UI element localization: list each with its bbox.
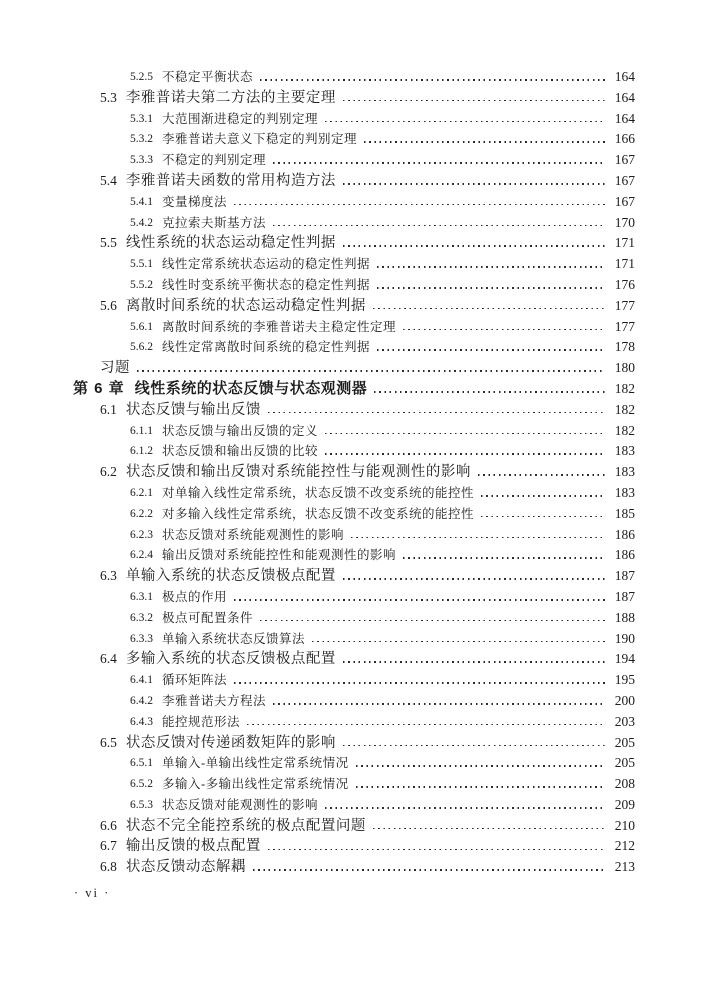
toc-entry-number: 6.4 — [100, 651, 117, 667]
toc-entry — [73, 67, 635, 88]
toc-entry-page: 176 — [614, 276, 635, 292]
dot-leader — [268, 836, 605, 857]
dot-leader — [377, 275, 605, 296]
toc-entry-number: 6.4.1 — [130, 674, 153, 687]
toc-entry-page: 213 — [614, 859, 635, 875]
toc-entry-page: 210 — [614, 817, 635, 833]
dot-leader — [374, 379, 605, 400]
toc-entry-title: 李雅普诺夫方程法 — [162, 693, 267, 708]
toc-entry-number: 5.3.1 — [130, 112, 153, 125]
dot-leader — [325, 441, 605, 462]
dot-leader — [351, 525, 605, 546]
toc-entry-page: 186 — [614, 547, 635, 563]
toc-entry — [73, 587, 635, 608]
toc-entry-number: 5.4 — [100, 172, 117, 188]
toc-entry-number: 6.3.2 — [130, 611, 153, 624]
dot-leader — [253, 857, 605, 878]
dot-leader — [373, 816, 605, 837]
toc-entry — [73, 233, 635, 254]
toc-entry — [73, 525, 635, 546]
dot-leader — [273, 150, 605, 171]
toc-list — [73, 67, 635, 878]
toc-entry-number: 5.6 — [100, 297, 117, 313]
toc-entry-page: 166 — [614, 131, 635, 147]
toc-entry-page: 200 — [614, 692, 635, 708]
dot-leader — [325, 421, 605, 442]
toc-entry — [73, 545, 635, 566]
toc-entry-page: 186 — [614, 526, 635, 542]
toc-entry — [73, 109, 635, 130]
dot-leader — [373, 296, 605, 317]
toc-entry-page: 190 — [614, 630, 635, 646]
toc-entry-number: 6.3.1 — [130, 590, 153, 603]
toc-entry — [73, 150, 635, 171]
toc-entry-number: 6.2.1 — [130, 486, 153, 499]
toc-entry-page: 167 — [614, 193, 635, 209]
toc-entry-number: 6.2.3 — [130, 528, 153, 541]
toc-entry-title: 能控规范形法 — [162, 714, 241, 729]
toc-entry-title: 多输入系统的状态反馈极点配置 — [125, 651, 336, 668]
toc-entry-page: 205 — [614, 734, 635, 750]
toc-entry — [73, 129, 635, 150]
toc-entry-page: 208 — [614, 776, 635, 792]
toc-entry-page: 188 — [614, 609, 635, 625]
toc-entry-title: 状态反馈和输出反馈的比较 — [162, 444, 319, 459]
toc-entry-number: 5.4.2 — [130, 216, 153, 229]
toc-entry — [73, 712, 635, 733]
toc-entry-page: 171 — [614, 235, 635, 251]
dot-leader — [312, 629, 605, 650]
dot-leader — [377, 254, 605, 275]
toc-entry-title: 输出反馈对系统能控性和能观测性的影响 — [162, 548, 397, 563]
dot-leader — [343, 733, 605, 754]
toc-entry — [73, 795, 635, 816]
toc-entry-title: 单输入系统状态反馈算法 — [162, 631, 306, 646]
toc-entry — [73, 254, 635, 275]
toc-entry — [73, 857, 635, 878]
toc-entry — [73, 753, 635, 774]
toc-entry-title: 线性系统的状态反馈与状态观测器 — [134, 379, 368, 397]
toc-entry-title: 极点的作用 — [162, 589, 228, 604]
toc-entry-title: 不稳定的判别定理 — [162, 153, 267, 168]
toc-entry-page: 194 — [614, 651, 635, 667]
dot-leader — [260, 608, 605, 629]
toc-entry-number: 6.1.2 — [130, 445, 153, 458]
toc-entry-number: 5.5 — [100, 235, 117, 251]
toc-entry-page: 171 — [614, 256, 635, 272]
toc-entry-title: 大范围渐进稳定的判别定理 — [162, 111, 319, 126]
toc-entry-title: 极点可配置条件 — [162, 610, 254, 625]
dot-leader — [403, 317, 605, 338]
toc-entry — [73, 400, 635, 421]
toc-entry-page: 209 — [614, 796, 635, 812]
toc-entry-number: 6.6 — [100, 817, 117, 833]
dot-leader — [247, 712, 605, 733]
dot-leader — [268, 400, 605, 421]
toc-entry-page: 205 — [614, 755, 635, 771]
toc-entry — [73, 462, 635, 483]
dot-leader — [343, 171, 605, 192]
toc-entry-title: 线性定常系统状态运动的稳定性判据 — [162, 257, 371, 272]
toc-entry-title: 状态反馈对能观测性的影响 — [162, 797, 319, 812]
toc-entry-page: 183 — [614, 443, 635, 459]
toc-entry — [73, 421, 635, 442]
toc-entry — [73, 774, 635, 795]
toc-entry — [73, 483, 635, 504]
toc-entry-number: 6.4.3 — [130, 715, 153, 728]
toc-entry-title: 对多输入线性定常系统，状态反馈不改变系统的能控性 — [162, 506, 475, 521]
toc-entry — [73, 171, 635, 192]
toc-entry-title: 多输入-多输出线性定常系统情况 — [162, 777, 349, 792]
toc-entry-title: 状态反馈动态解耦 — [125, 859, 246, 876]
page-footer: · vi · — [74, 886, 111, 900]
toc-entry-title: 不稳定平衡状态 — [162, 70, 254, 84]
toc-entry-title: 离散时间系统的状态运动稳定性判据 — [125, 297, 366, 314]
toc-entry-number: 5.3 — [100, 89, 117, 105]
toc-entry-number: 5.6.2 — [130, 341, 153, 354]
toc-entry-title: 变量梯度法 — [162, 194, 228, 209]
toc-entry — [73, 691, 635, 712]
toc-entry-number: 6.5 — [100, 734, 117, 750]
toc-entry-number: 5.5.2 — [130, 278, 153, 291]
toc-entry-number: 5.2.5 — [130, 71, 153, 83]
toc-entry-number: 5.4.1 — [130, 195, 153, 208]
toc-entry-number: 6.5.1 — [130, 757, 153, 770]
dot-leader — [364, 129, 605, 150]
toc-entry — [73, 441, 635, 462]
dot-leader — [377, 337, 605, 358]
toc-entry-number: 6.8 — [100, 859, 117, 875]
toc-entry-number: 6.2 — [100, 464, 117, 480]
toc-entry-page: 195 — [614, 672, 635, 688]
toc-entry-title: 输出反馈的极点配置 — [125, 838, 261, 855]
toc-entry-title: 单输入系统的状态反馈极点配置 — [125, 568, 336, 585]
toc-entry — [73, 358, 635, 379]
dot-leader — [273, 691, 605, 712]
toc-entry-number: 6.7 — [100, 838, 117, 854]
toc-entry-number: 第 6 章 — [73, 379, 125, 397]
toc-entry-title: 线性系统的状态运动稳定性判据 — [125, 235, 336, 252]
dot-leader — [343, 649, 605, 670]
toc-entry-title: 状态反馈与输出反馈 — [125, 401, 261, 418]
dot-leader — [481, 483, 605, 504]
toc-entry-title: 李雅普诺夫意义下稳定的判别定理 — [162, 132, 358, 147]
toc-entry — [73, 275, 635, 296]
toc-entry-page: 170 — [614, 214, 635, 230]
toc-entry — [73, 733, 635, 754]
toc-entry-number: 6.4.2 — [130, 694, 153, 707]
toc-entry-page: 177 — [614, 297, 635, 313]
toc-entry-title: 状态反馈对传递函数矩阵的影响 — [125, 734, 336, 751]
toc-entry-number: 6.3 — [100, 568, 117, 584]
toc-entry-page: 180 — [614, 360, 635, 376]
dot-leader — [356, 753, 605, 774]
toc-entry — [73, 629, 635, 650]
toc-entry-number: 5.3.2 — [130, 133, 153, 146]
dot-leader — [481, 504, 605, 525]
toc-entry-title: 状态反馈对系统能观测性的影响 — [162, 527, 345, 542]
toc-entry-page: 183 — [614, 484, 635, 500]
toc-entry-page: 185 — [614, 505, 635, 521]
toc-entry-title: 李雅普诺夫第二方法的主要定理 — [125, 89, 336, 106]
toc-entry-number: 6.1.1 — [130, 424, 153, 437]
toc-entry-title: 状态反馈和输出反馈对系统能控性与能观测性的影响 — [125, 464, 471, 481]
toc-entry-number: 5.5.1 — [130, 258, 153, 271]
toc-entry-number: 6.5.2 — [130, 778, 153, 791]
dot-leader — [234, 192, 605, 213]
dot-leader — [343, 566, 605, 587]
toc-entry-number: 6.2.2 — [130, 507, 153, 520]
dot-leader — [343, 88, 605, 109]
toc-entry-page: 178 — [614, 339, 635, 355]
toc-entry-page: 182 — [614, 422, 635, 438]
toc-entry-number: 5.6.1 — [130, 320, 153, 333]
toc-entry-title: 李雅普诺夫函数的常用构造方法 — [125, 172, 336, 189]
toc-entry-title: 习题 — [100, 360, 130, 377]
toc-entry — [73, 379, 635, 400]
toc-entry-number: 6.3.3 — [130, 632, 153, 645]
dot-leader — [234, 670, 605, 691]
toc-entry-number: 6.2.4 — [130, 549, 153, 562]
toc-entry-page: 164 — [614, 110, 635, 126]
toc-entry-title: 状态不完全能控系统的极点配置问题 — [125, 817, 366, 834]
toc-entry — [73, 213, 635, 234]
toc-entry-number: 6.1 — [100, 401, 117, 417]
dot-leader — [325, 109, 605, 130]
toc-entry-page: 164 — [614, 69, 635, 84]
toc-entry-page: 182 — [614, 380, 635, 396]
toc-entry — [73, 317, 635, 338]
toc-entry — [73, 504, 635, 525]
toc-entry — [73, 296, 635, 317]
toc-entry — [73, 608, 635, 629]
toc-entry-title: 对单输入线性定常系统，状态反馈不改变系统的能控性 — [162, 485, 475, 500]
toc-entry — [73, 836, 635, 857]
toc-entry-page: 183 — [614, 464, 635, 480]
toc-entry-number: 6.5.3 — [130, 798, 153, 811]
toc-entry-page: 203 — [614, 713, 635, 729]
toc-entry-title: 状态反馈与输出反馈的定义 — [162, 423, 319, 438]
toc-entry-page: 187 — [614, 588, 635, 604]
dot-leader — [478, 462, 605, 483]
dot-leader — [403, 545, 605, 566]
toc-entry-page: 177 — [614, 318, 635, 334]
toc-entry-title: 线性定常离散时间系统的稳定性判据 — [162, 340, 371, 355]
toc-entry — [73, 192, 635, 213]
toc-entry-title: 循环矩阵法 — [162, 673, 228, 688]
dot-leader — [343, 233, 605, 254]
toc-entry-page: 212 — [614, 838, 635, 854]
dot-leader — [356, 774, 605, 795]
toc-entry — [73, 88, 635, 109]
toc-entry — [73, 816, 635, 837]
toc-entry-page: 167 — [614, 152, 635, 168]
toc-entry-title: 单输入-单输出线性定常系统情况 — [162, 756, 349, 771]
toc-entry-page: 182 — [614, 401, 635, 417]
dot-leader — [234, 587, 605, 608]
toc-entry-page: 167 — [614, 172, 635, 188]
toc-entry-title: 离散时间系统的李雅普诺夫主稳定性定理 — [162, 319, 397, 334]
dot-leader — [137, 358, 605, 379]
toc-entry — [73, 566, 635, 587]
toc-entry-page: 187 — [614, 568, 635, 584]
dot-leader — [325, 795, 605, 816]
dot-leader — [260, 67, 605, 88]
toc-entry — [73, 337, 635, 358]
toc-entry-title: 线性时变系统平衡状态的稳定性判据 — [162, 277, 371, 292]
toc-entry — [73, 649, 635, 670]
dot-leader — [273, 213, 605, 234]
toc-entry-number: 5.3.3 — [130, 154, 153, 167]
toc-entry-page: 164 — [614, 89, 635, 105]
toc-entry — [73, 670, 635, 691]
toc-entry-title: 克拉索夫斯基方法 — [162, 215, 267, 230]
